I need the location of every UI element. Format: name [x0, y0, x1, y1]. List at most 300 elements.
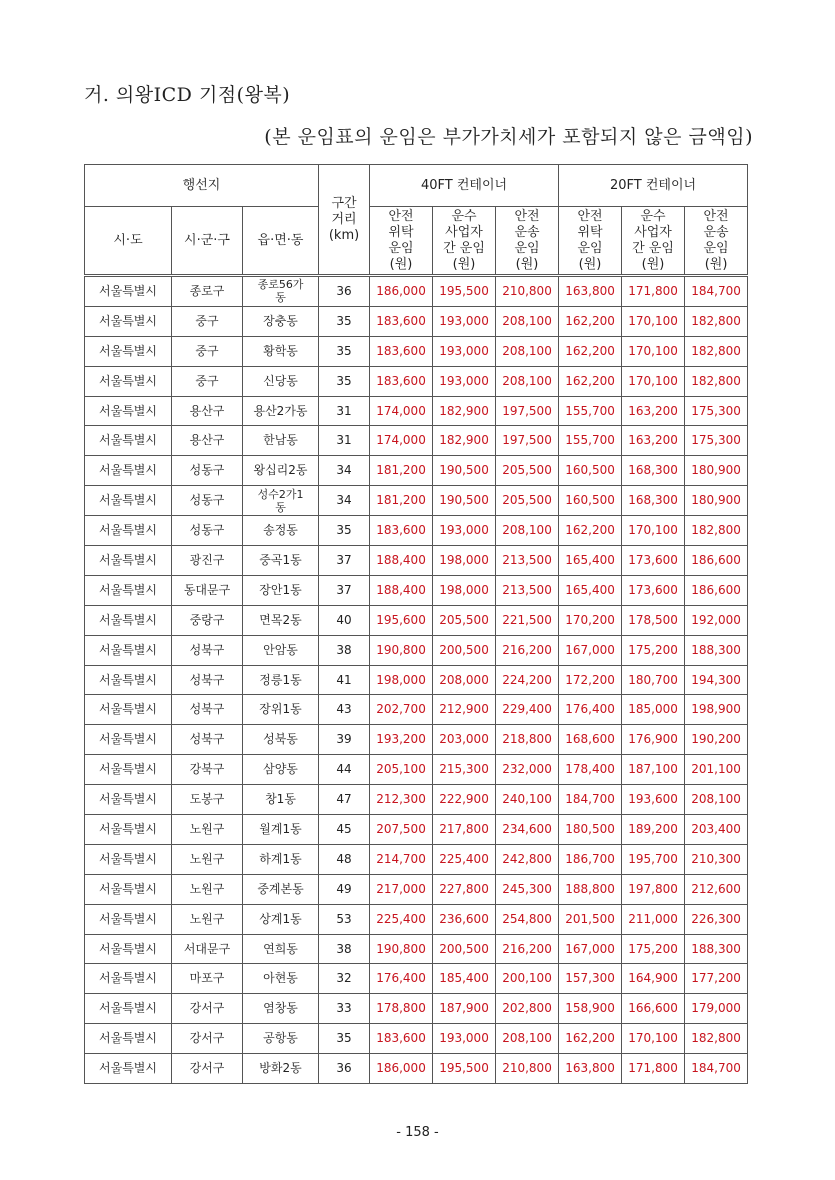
vat-note: (본 운임표의 운임은 부가가치세가 포함되지 않은 금액임) — [264, 126, 753, 148]
table-row — [85, 486, 748, 516]
ft40-safe-consign-cell: 181,200 — [370, 456, 433, 486]
ft20-carrier-fare-cell: 173,600 — [622, 546, 685, 576]
ft40-safe-consign-cell: 186,000 — [370, 276, 433, 307]
ft40-carrier-fare-cell: 225,400 — [433, 844, 496, 874]
ft40-carrier-fare-cell: 190,500 — [433, 486, 496, 516]
ft40-carrier-fare-cell: 200,500 — [433, 934, 496, 964]
ft20-carrier-fare-cell: 175,200 — [622, 635, 685, 665]
ft40-safe-transport-cell: 229,400 — [496, 695, 559, 725]
distance-cell: 53 — [319, 904, 370, 934]
distance-cell: 32 — [319, 964, 370, 994]
ft40-carrier-fare-cell: 203,000 — [433, 725, 496, 755]
ft20-safe-transport-cell: 182,800 — [685, 306, 748, 336]
ft20-safe-consign-cell: 170,200 — [559, 605, 622, 635]
distance-cell: 38 — [319, 934, 370, 964]
sido-cell: 서울특별시 — [85, 396, 172, 426]
sigungu-header: 시·군·구 — [172, 207, 243, 276]
sido-cell: 서울특별시 — [85, 844, 172, 874]
ft20-carrier-fare-cell: 170,100 — [622, 366, 685, 396]
sigungu-cell: 성북구 — [172, 665, 243, 695]
ft20-carrier-fare-cell: 189,200 — [622, 815, 685, 845]
ft40-safe-consign-cell: 186,000 — [370, 1054, 433, 1084]
ft20-safe-transport-cell: 198,900 — [685, 695, 748, 725]
ft40-safe-consign-cell: 195,600 — [370, 605, 433, 635]
ft20-safe-transport-cell: 180,900 — [685, 486, 748, 516]
ft20-safe-consign-cell: 165,400 — [559, 546, 622, 576]
sigungu-cell: 강서구 — [172, 994, 243, 1024]
distance-cell: 43 — [319, 695, 370, 725]
fare-table — [84, 164, 748, 1084]
eupmyeondong-cell: 안암동 — [243, 635, 319, 665]
sigungu-cell: 노원구 — [172, 904, 243, 934]
ft20-carrier-fare-cell: 187,100 — [622, 755, 685, 785]
distance-cell: 35 — [319, 336, 370, 366]
ft20-carrier-fare-cell: 168,300 — [622, 456, 685, 486]
eupmyeondong-cell: 상계1동 — [243, 904, 319, 934]
ft20-carrier-fare-cell: 211,000 — [622, 904, 685, 934]
ft20-carrier-fare-cell: 170,100 — [622, 306, 685, 336]
distance-cell: 35 — [319, 306, 370, 336]
ft20-carrier-fare-cell: 180,700 — [622, 665, 685, 695]
sigungu-cell: 노원구 — [172, 874, 243, 904]
table-row — [85, 1024, 748, 1054]
ft20-safe-consign-cell: 160,500 — [559, 486, 622, 516]
ft40-safe-transport-cell: 221,500 — [496, 605, 559, 635]
table-row — [85, 516, 748, 546]
distance-header: 구간 거리 (km) — [319, 165, 370, 276]
table-row — [85, 874, 748, 904]
distance-cell: 41 — [319, 665, 370, 695]
sido-cell: 서울특별시 — [85, 785, 172, 815]
ft20-safe-consign-cell: 167,000 — [559, 934, 622, 964]
table-row — [85, 964, 748, 994]
sigungu-cell: 성북구 — [172, 635, 243, 665]
ft20-safe-consign-cell: 184,700 — [559, 785, 622, 815]
distance-cell: 36 — [319, 1054, 370, 1084]
ft40-carrier-fare-cell: 187,900 — [433, 994, 496, 1024]
sigungu-cell: 마포구 — [172, 964, 243, 994]
table-row — [85, 755, 748, 785]
ft40-carrier-fare-cell: 222,900 — [433, 785, 496, 815]
ft20-carrier-fare-cell: 171,800 — [622, 1054, 685, 1084]
ft40-safe-consign-cell: 178,800 — [370, 994, 433, 1024]
distance-cell: 40 — [319, 605, 370, 635]
ft40-safe-consign-cell: 214,700 — [370, 844, 433, 874]
section-heading: 거. 의왕ICD 기점(왕복) — [84, 84, 291, 106]
sido-header: 시·도 — [85, 207, 172, 276]
ft40-safe-transport-cell: 234,600 — [496, 815, 559, 845]
ft40-safe-transport-cell: 205,500 — [496, 456, 559, 486]
ft40-carrier-fare-cell: 182,900 — [433, 426, 496, 456]
ft20-carrier-fare-cell: 173,600 — [622, 575, 685, 605]
sigungu-cell: 중구 — [172, 366, 243, 396]
sigungu-cell: 노원구 — [172, 844, 243, 874]
ft40-safe-consign-cell: 183,600 — [370, 366, 433, 396]
ft20-safe-transport-cell: 226,300 — [685, 904, 748, 934]
ft20-safe-consign-cell: 160,500 — [559, 456, 622, 486]
ft20-carrier-fare-cell: 176,900 — [622, 725, 685, 755]
ft40-safe-consign-cell: 174,000 — [370, 396, 433, 426]
ft40-carrier-fare-header: 운수 사업자 간 운임 (원) — [433, 207, 496, 276]
eupmyeondong-cell: 장안1동 — [243, 575, 319, 605]
ft40-safe-transport-cell: 202,800 — [496, 994, 559, 1024]
ft40-safe-transport-cell: 213,500 — [496, 546, 559, 576]
sido-cell: 서울특별시 — [85, 306, 172, 336]
ft20-safe-consign-cell: 162,200 — [559, 1024, 622, 1054]
eupmyeondong-cell: 월계1동 — [243, 815, 319, 845]
ft40-safe-consign-cell: 188,400 — [370, 546, 433, 576]
ft20-carrier-fare-header: 운수 사업자 간 운임 (원) — [622, 207, 685, 276]
distance-cell: 34 — [319, 486, 370, 516]
distance-cell: 38 — [319, 635, 370, 665]
eupmyeondong-cell: 하계1동 — [243, 844, 319, 874]
ft40-safe-transport-cell: 245,300 — [496, 874, 559, 904]
table-row — [85, 904, 748, 934]
eupmyeondong-cell: 종로56가 동 — [243, 276, 319, 307]
ft20-carrier-fare-cell: 163,200 — [622, 396, 685, 426]
distance-cell: 31 — [319, 426, 370, 456]
table-row — [85, 575, 748, 605]
ft40-carrier-fare-cell: 200,500 — [433, 635, 496, 665]
ft40-safe-transport-cell: 232,000 — [496, 755, 559, 785]
ft40-safe-transport-cell: 210,800 — [496, 276, 559, 307]
sigungu-cell: 성북구 — [172, 695, 243, 725]
ft40-carrier-fare-cell: 193,000 — [433, 336, 496, 366]
eupmyeondong-cell: 성북동 — [243, 725, 319, 755]
sigungu-cell: 성동구 — [172, 516, 243, 546]
sido-cell: 서울특별시 — [85, 964, 172, 994]
ft40-safe-transport-cell: 208,100 — [496, 516, 559, 546]
sigungu-cell: 광진구 — [172, 546, 243, 576]
distance-cell: 45 — [319, 815, 370, 845]
ft40-safe-consign-cell: 225,400 — [370, 904, 433, 934]
table-row — [85, 426, 748, 456]
ft20-safe-consign-cell: 168,600 — [559, 725, 622, 755]
ft20-safe-consign-cell: 162,200 — [559, 366, 622, 396]
ft40-safe-transport-cell: 218,800 — [496, 725, 559, 755]
ft20-safe-transport-cell: 184,700 — [685, 1054, 748, 1084]
table-row — [85, 605, 748, 635]
ft20-carrier-fare-cell: 166,600 — [622, 994, 685, 1024]
ft20-safe-consign-cell: 172,200 — [559, 665, 622, 695]
ft40-safe-consign-cell: 198,000 — [370, 665, 433, 695]
ft20-safe-consign-cell: 163,800 — [559, 1054, 622, 1084]
eupmyeondong-cell: 황학동 — [243, 336, 319, 366]
ft40-safe-consign-cell: 205,100 — [370, 755, 433, 785]
distance-cell: 37 — [319, 546, 370, 576]
ft20-safe-transport-cell: 179,000 — [685, 994, 748, 1024]
ft20-safe-transport-cell: 186,600 — [685, 575, 748, 605]
table-row — [85, 1054, 748, 1084]
ft40-safe-consign-cell: 193,200 — [370, 725, 433, 755]
ft40-safe-consign-cell: 190,800 — [370, 934, 433, 964]
table-row — [85, 456, 748, 486]
eupmyeondong-cell: 중계본동 — [243, 874, 319, 904]
ft20-safe-transport-cell: 175,300 — [685, 426, 748, 456]
sido-cell: 서울특별시 — [85, 486, 172, 516]
sido-cell: 서울특별시 — [85, 934, 172, 964]
sido-cell: 서울특별시 — [85, 1054, 172, 1084]
distance-cell: 37 — [319, 575, 370, 605]
sigungu-cell: 도봉구 — [172, 785, 243, 815]
sido-cell: 서울특별시 — [85, 605, 172, 635]
ft40-safe-consign-cell: 207,500 — [370, 815, 433, 845]
ft20-carrier-fare-cell: 175,200 — [622, 934, 685, 964]
sigungu-cell: 용산구 — [172, 426, 243, 456]
ft40-safe-transport-cell: 200,100 — [496, 964, 559, 994]
ft20-carrier-fare-cell: 163,200 — [622, 426, 685, 456]
distance-cell: 35 — [319, 1024, 370, 1054]
sigungu-cell: 성동구 — [172, 486, 243, 516]
ft20-safe-transport-cell: 182,800 — [685, 516, 748, 546]
ft40-safe-consign-cell: 183,600 — [370, 516, 433, 546]
sigungu-cell: 강북구 — [172, 755, 243, 785]
ft40-safe-transport-cell: 208,100 — [496, 1024, 559, 1054]
ft20-carrier-fare-cell: 170,100 — [622, 1024, 685, 1054]
table-row — [85, 336, 748, 366]
ft40-safe-consign-cell: 181,200 — [370, 486, 433, 516]
eupmyeondong-cell: 왕십리2동 — [243, 456, 319, 486]
ft20-safe-consign-cell: 167,000 — [559, 635, 622, 665]
ft20-safe-consign-cell: 162,200 — [559, 306, 622, 336]
ft40-carrier-fare-cell: 195,500 — [433, 276, 496, 307]
ft40-safe-transport-cell: 197,500 — [496, 426, 559, 456]
eupmyeondong-cell: 정릉1동 — [243, 665, 319, 695]
ft40-carrier-fare-cell: 193,000 — [433, 306, 496, 336]
sigungu-cell: 종로구 — [172, 276, 243, 307]
ft20-safe-transport-cell: 188,300 — [685, 934, 748, 964]
eupmyeondong-cell: 창1동 — [243, 785, 319, 815]
sido-cell: 서울특별시 — [85, 366, 172, 396]
ft20-safe-transport-cell: 182,800 — [685, 366, 748, 396]
ft20-safe-consign-cell: 163,800 — [559, 276, 622, 307]
distance-cell: 35 — [319, 366, 370, 396]
ft20-safe-transport-cell: 186,600 — [685, 546, 748, 576]
table-row — [85, 665, 748, 695]
ft20-carrier-fare-cell: 178,500 — [622, 605, 685, 635]
eupmyeondong-cell: 삼양동 — [243, 755, 319, 785]
ft40-carrier-fare-cell: 208,000 — [433, 665, 496, 695]
eupmyeondong-cell: 공항동 — [243, 1024, 319, 1054]
ft20-safe-consign-cell: 157,300 — [559, 964, 622, 994]
ft20-safe-transport-cell: 188,300 — [685, 635, 748, 665]
eupmyeondong-cell: 장충동 — [243, 306, 319, 336]
table-row — [85, 396, 748, 426]
distance-cell: 36 — [319, 276, 370, 307]
ft40-carrier-fare-cell: 193,000 — [433, 516, 496, 546]
ft20-safe-transport-cell: 180,900 — [685, 456, 748, 486]
ft20-safe-transport-cell: 203,400 — [685, 815, 748, 845]
distance-cell: 48 — [319, 844, 370, 874]
ft20-carrier-fare-cell: 170,100 — [622, 516, 685, 546]
ft40-safe-transport-cell: 216,200 — [496, 934, 559, 964]
sido-cell: 서울특별시 — [85, 546, 172, 576]
sido-cell: 서울특별시 — [85, 904, 172, 934]
ft40-safe-consign-cell: 176,400 — [370, 964, 433, 994]
eupmyeondong-cell: 염창동 — [243, 994, 319, 1024]
sigungu-cell: 중구 — [172, 306, 243, 336]
ft40-safe-transport-cell: 216,200 — [496, 635, 559, 665]
eupmyeondong-cell: 장위1동 — [243, 695, 319, 725]
ft20-safe-consign-cell: 165,400 — [559, 575, 622, 605]
table-row — [85, 815, 748, 845]
ft20-safe-consign-cell: 188,800 — [559, 874, 622, 904]
ft40-carrier-fare-cell: 217,800 — [433, 815, 496, 845]
ft40-safe-transport-cell: 213,500 — [496, 575, 559, 605]
ft40-carrier-fare-cell: 205,500 — [433, 605, 496, 635]
ft40-safe-transport-cell: 208,100 — [496, 366, 559, 396]
ft40-carrier-fare-cell: 198,000 — [433, 546, 496, 576]
eupmyeondong-cell: 송정동 — [243, 516, 319, 546]
distance-cell: 44 — [319, 755, 370, 785]
table-row — [85, 785, 748, 815]
fare-table-body — [85, 276, 748, 1084]
ft40-safe-transport-cell: 254,800 — [496, 904, 559, 934]
ft20-safe-transport-header: 안전 운송 운임 (원) — [685, 207, 748, 276]
ft20-carrier-fare-cell: 170,100 — [622, 336, 685, 366]
table-row — [85, 934, 748, 964]
ft20-carrier-fare-cell: 164,900 — [622, 964, 685, 994]
ft40-carrier-fare-cell: 212,900 — [433, 695, 496, 725]
ft20-safe-consign-cell: 180,500 — [559, 815, 622, 845]
ft20-carrier-fare-cell: 168,300 — [622, 486, 685, 516]
ft40-carrier-fare-cell: 185,400 — [433, 964, 496, 994]
sido-cell: 서울특별시 — [85, 426, 172, 456]
ft20-safe-consign-cell: 158,900 — [559, 994, 622, 1024]
ft40-carrier-fare-cell: 215,300 — [433, 755, 496, 785]
distance-cell: 49 — [319, 874, 370, 904]
ft40-safe-consign-cell: 183,600 — [370, 1024, 433, 1054]
ft20-safe-transport-cell: 212,600 — [685, 874, 748, 904]
ft20-carrier-fare-cell: 193,600 — [622, 785, 685, 815]
distance-cell: 39 — [319, 725, 370, 755]
ft20-safe-consign-cell: 201,500 — [559, 904, 622, 934]
ft40-safe-consign-cell: 212,300 — [370, 785, 433, 815]
sido-cell: 서울특별시 — [85, 1024, 172, 1054]
ft40-safe-transport-cell: 208,100 — [496, 306, 559, 336]
eupmyeondong-header: 읍·면·동 — [243, 207, 319, 276]
table-row — [85, 276, 748, 307]
ft20-header: 20FT 컨테이너 — [559, 165, 748, 207]
sigungu-cell: 서대문구 — [172, 934, 243, 964]
ft40-safe-transport-cell: 224,200 — [496, 665, 559, 695]
sido-cell: 서울특별시 — [85, 755, 172, 785]
ft40-carrier-fare-cell: 198,000 — [433, 575, 496, 605]
sido-cell: 서울특별시 — [85, 725, 172, 755]
ft40-carrier-fare-cell: 227,800 — [433, 874, 496, 904]
sigungu-cell: 성동구 — [172, 456, 243, 486]
ft40-safe-consign-cell: 183,600 — [370, 336, 433, 366]
table-row — [85, 366, 748, 396]
ft40-header: 40FT 컨테이너 — [370, 165, 559, 207]
eupmyeondong-cell: 한남동 — [243, 426, 319, 456]
ft40-carrier-fare-cell: 193,000 — [433, 1024, 496, 1054]
sido-cell: 서울특별시 — [85, 575, 172, 605]
distance-cell: 31 — [319, 396, 370, 426]
eupmyeondong-cell: 중곡1동 — [243, 546, 319, 576]
sigungu-cell: 성북구 — [172, 725, 243, 755]
ft40-safe-transport-cell: 205,500 — [496, 486, 559, 516]
ft20-safe-consign-cell: 178,400 — [559, 755, 622, 785]
sido-cell: 서울특별시 — [85, 516, 172, 546]
table-row — [85, 725, 748, 755]
ft20-carrier-fare-cell: 197,800 — [622, 874, 685, 904]
table-row — [85, 994, 748, 1024]
eupmyeondong-cell: 신당동 — [243, 366, 319, 396]
eupmyeondong-cell: 성수2가1 동 — [243, 486, 319, 516]
ft40-safe-transport-header: 안전 운송 운임 (원) — [496, 207, 559, 276]
ft40-safe-transport-cell: 240,100 — [496, 785, 559, 815]
sido-cell: 서울특별시 — [85, 695, 172, 725]
table-row — [85, 546, 748, 576]
ft20-carrier-fare-cell: 195,700 — [622, 844, 685, 874]
ft40-carrier-fare-cell: 195,500 — [433, 1054, 496, 1084]
table-row — [85, 695, 748, 725]
ft40-safe-consign-cell: 217,000 — [370, 874, 433, 904]
table-row — [85, 844, 748, 874]
table-row — [85, 635, 748, 665]
eupmyeondong-cell: 면목2동 — [243, 605, 319, 635]
ft40-safe-transport-cell: 197,500 — [496, 396, 559, 426]
sigungu-cell: 강서구 — [172, 1054, 243, 1084]
sido-cell: 서울특별시 — [85, 635, 172, 665]
ft20-carrier-fare-cell: 185,000 — [622, 695, 685, 725]
sigungu-cell: 용산구 — [172, 396, 243, 426]
ft40-safe-consign-header: 안전 위탁 운임 (원) — [370, 207, 433, 276]
page-number: - 158 - — [396, 1125, 439, 1140]
distance-cell: 34 — [319, 456, 370, 486]
distance-cell: 35 — [319, 516, 370, 546]
eupmyeondong-cell: 아현동 — [243, 964, 319, 994]
ft40-safe-consign-cell: 188,400 — [370, 575, 433, 605]
sido-cell: 서울특별시 — [85, 815, 172, 845]
ft20-carrier-fare-cell: 171,800 — [622, 276, 685, 307]
ft20-safe-transport-cell: 182,800 — [685, 1024, 748, 1054]
ft20-safe-consign-cell: 155,700 — [559, 426, 622, 456]
ft20-safe-consign-cell: 162,200 — [559, 336, 622, 366]
ft40-carrier-fare-cell: 182,900 — [433, 396, 496, 426]
distance-cell: 33 — [319, 994, 370, 1024]
sido-cell: 서울특별시 — [85, 665, 172, 695]
sigungu-cell: 강서구 — [172, 1024, 243, 1054]
ft20-safe-transport-cell: 192,000 — [685, 605, 748, 635]
distance-cell: 47 — [319, 785, 370, 815]
ft40-safe-consign-cell: 183,600 — [370, 306, 433, 336]
ft40-carrier-fare-cell: 236,600 — [433, 904, 496, 934]
ft20-safe-transport-cell: 208,100 — [685, 785, 748, 815]
sido-cell: 서울특별시 — [85, 276, 172, 307]
sido-cell: 서울특별시 — [85, 994, 172, 1024]
table-row — [85, 306, 748, 336]
ft20-safe-consign-cell: 186,700 — [559, 844, 622, 874]
ft40-safe-consign-cell: 202,700 — [370, 695, 433, 725]
ft20-safe-transport-cell: 182,800 — [685, 336, 748, 366]
eupmyeondong-cell: 연희동 — [243, 934, 319, 964]
ft40-safe-transport-cell: 210,800 — [496, 1054, 559, 1084]
route-group-header: 행선지 — [85, 165, 319, 207]
ft40-carrier-fare-cell: 190,500 — [433, 456, 496, 486]
ft20-safe-transport-cell: 177,200 — [685, 964, 748, 994]
sigungu-cell: 중구 — [172, 336, 243, 366]
ft40-safe-transport-cell: 242,800 — [496, 844, 559, 874]
sido-cell: 서울특별시 — [85, 336, 172, 366]
ft20-safe-consign-header: 안전 위탁 운임 (원) — [559, 207, 622, 276]
ft40-safe-consign-cell: 174,000 — [370, 426, 433, 456]
sigungu-cell: 노원구 — [172, 815, 243, 845]
ft20-safe-transport-cell: 190,200 — [685, 725, 748, 755]
ft40-safe-transport-cell: 208,100 — [496, 336, 559, 366]
sido-cell: 서울특별시 — [85, 874, 172, 904]
